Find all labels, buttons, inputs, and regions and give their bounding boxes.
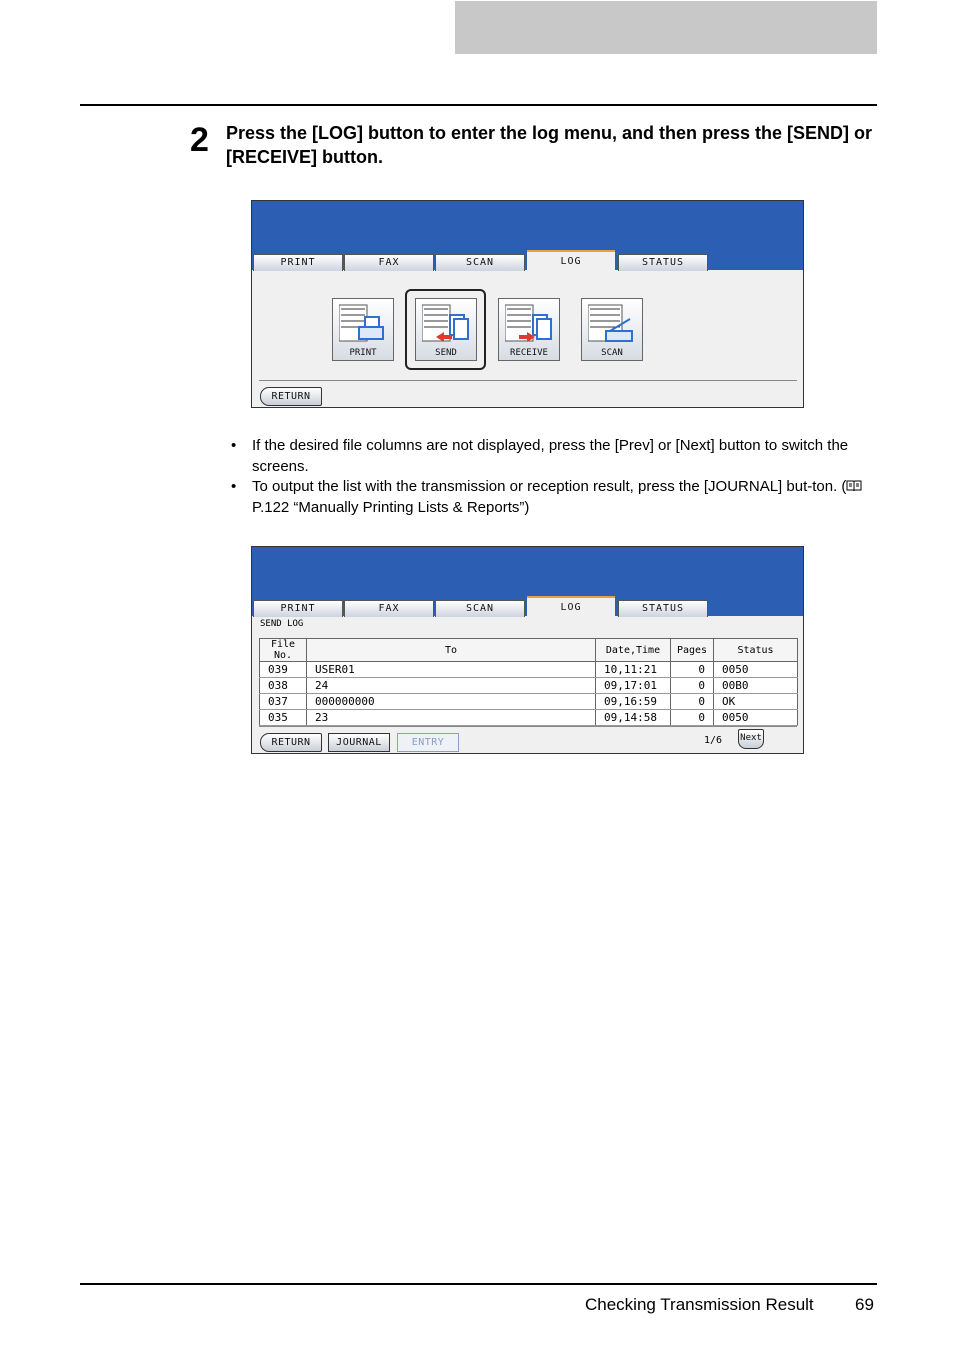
- note-journal-b: P.122 “Manually Printing Lists & Reports”): [252, 498, 530, 516]
- send-log-label: SEND: [435, 348, 457, 358]
- send-log-button[interactable]: [415, 298, 477, 361]
- cell-pages: 0: [671, 678, 714, 694]
- tab-status[interactable]: STATUS: [618, 600, 708, 617]
- receive-log-icon: [505, 303, 553, 347]
- tab-bar: [252, 252, 803, 272]
- next-page-button[interactable]: Next: [738, 729, 764, 749]
- column-date-time: Date,Time: [596, 639, 671, 662]
- cell-file-no: 035: [260, 710, 307, 726]
- cell-date-time: 09,14:58: [596, 710, 671, 726]
- cell-to: 24: [307, 678, 596, 694]
- return-button[interactable]: RETURN: [260, 733, 322, 752]
- step-number: 2: [190, 121, 209, 159]
- return-button[interactable]: RETURN: [260, 387, 322, 406]
- column-to: To: [307, 639, 596, 662]
- top-rule: [80, 104, 877, 106]
- tab-print[interactable]: PRINT: [253, 254, 343, 271]
- journal-button[interactable]: JOURNAL: [328, 733, 390, 752]
- column-status: Status: [714, 639, 798, 662]
- scan-log-label: SCAN: [601, 348, 623, 358]
- cell-status: 0050: [714, 662, 798, 678]
- tab-scan[interactable]: SCAN: [435, 254, 525, 271]
- note-item: [229, 436, 879, 477]
- cell-date-time: 09,17:01: [596, 678, 671, 694]
- receive-log-label: RECEIVE: [510, 348, 548, 358]
- scan-log-button[interactable]: [581, 298, 643, 361]
- tab-fax[interactable]: FAX: [344, 254, 434, 271]
- cell-date-time: 10,11:21: [596, 662, 671, 678]
- tab-fax[interactable]: FAX: [344, 600, 434, 617]
- entry-button[interactable]: ENTRY: [397, 733, 459, 752]
- page-indicator: 1/6: [704, 735, 723, 746]
- step-instruction: Press the [LOG] button to enter the log menu, and then press the [SEND] or [RECEIVE] button.: [226, 123, 873, 167]
- print-log-button[interactable]: [332, 298, 394, 361]
- scan-log-icon: [588, 303, 636, 347]
- notes-list: [229, 436, 879, 518]
- receive-log-button[interactable]: [498, 298, 560, 361]
- log-menu-screen: [251, 200, 804, 408]
- cell-to: 000000000: [307, 694, 596, 710]
- table-header-row: [260, 639, 798, 662]
- screen-title: SEND LOG: [260, 619, 304, 629]
- bullet-dot: •: [231, 437, 237, 454]
- cell-date-time: 09,16:59: [596, 694, 671, 710]
- send-log-icon: [422, 303, 470, 347]
- cell-status: 00B0: [714, 678, 798, 694]
- bottom-divider: [259, 380, 797, 381]
- tab-status[interactable]: STATUS: [618, 254, 708, 271]
- table-row[interactable]: [260, 662, 798, 678]
- cell-to: USER01: [307, 662, 596, 678]
- table-row[interactable]: [260, 694, 798, 710]
- send-log-screen: [251, 546, 804, 754]
- tab-log[interactable]: LOG: [527, 250, 615, 272]
- column-file-no: File No.: [260, 639, 307, 662]
- bullet-dot: •: [231, 478, 237, 495]
- footer-section-title: Checking Transmission Result: [585, 1295, 814, 1314]
- note-prev-next: If the desired file columns are not displayed, press the [Prev] or [Next] button to switch the screens.: [252, 437, 849, 475]
- tab-print[interactable]: PRINT: [253, 600, 343, 617]
- note-item: [229, 477, 879, 518]
- cell-file-no: 038: [260, 678, 307, 694]
- table-row[interactable]: [260, 678, 798, 694]
- print-log-label: PRINT: [349, 348, 377, 358]
- tab-scan[interactable]: SCAN: [435, 600, 525, 617]
- footer-page-number: 69: [855, 1295, 874, 1314]
- table-row[interactable]: [260, 710, 798, 726]
- send-log-table: [259, 638, 798, 726]
- cell-pages: 0: [671, 694, 714, 710]
- cell-to: 23: [307, 710, 596, 726]
- header-gray-bar: [455, 1, 877, 54]
- bottom-divider: [259, 726, 797, 727]
- column-pages: Pages: [671, 639, 714, 662]
- cell-pages: 0: [671, 662, 714, 678]
- cell-file-no: 037: [260, 694, 307, 710]
- cell-file-no: 039: [260, 662, 307, 678]
- print-log-icon: [339, 303, 387, 347]
- cell-pages: 0: [671, 710, 714, 726]
- tab-log[interactable]: LOG: [527, 596, 615, 618]
- cell-status: OK: [714, 694, 798, 710]
- bottom-rule: [80, 1283, 877, 1285]
- tab-bar: [252, 598, 803, 618]
- note-journal-a: To output the list with the transmission or reception result, press the [JOURNAL] but-ton. (: [252, 478, 847, 495]
- book-reference-icon: [846, 480, 862, 492]
- cell-status: 0050: [714, 710, 798, 726]
